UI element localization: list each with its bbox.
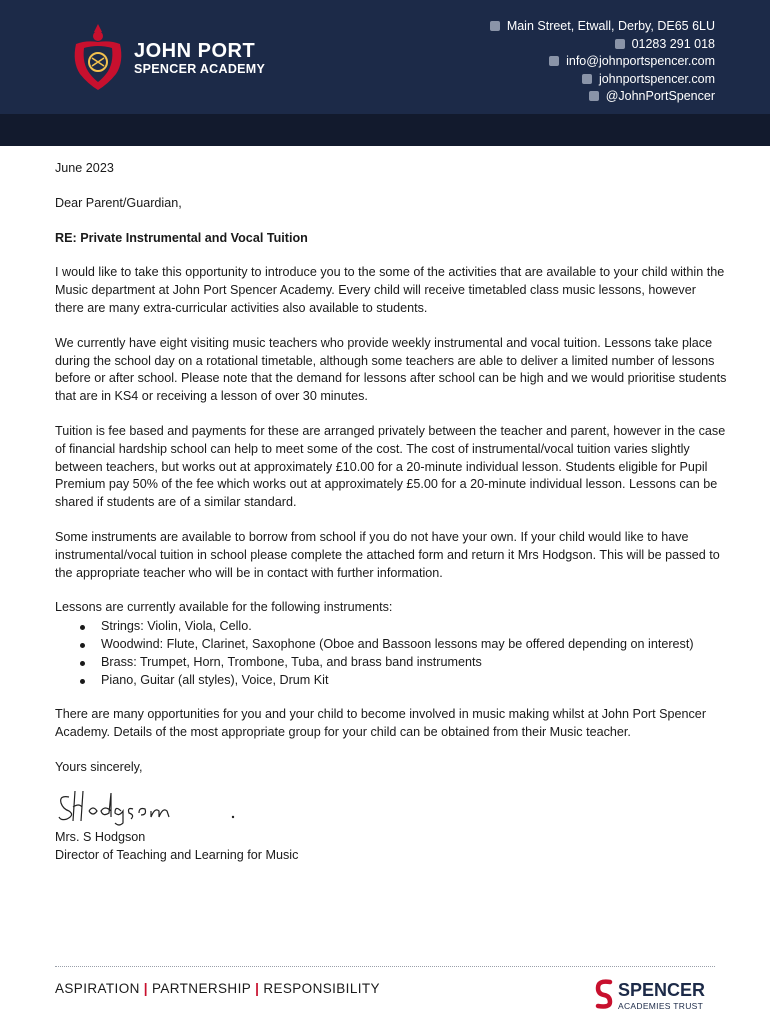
location-icon xyxy=(490,21,500,31)
paragraph-fees: Tuition is fee based and payments for these are arranged privately between the teacher and parent, however in the case of financial hardship school can help to meet some of the cost. The cost of instrumental/vocal tuition varies slightly between teachers, but works out at approximately £10.00 for a 20-minute individual lesson. Students eligible for Pupil Premium pay 50% of the fee which works out at approximately £5.00 for a 20-minute individual lesson. Lessons can be shared if students are of a similar standard. xyxy=(55,423,726,510)
contact-twitter xyxy=(490,88,715,106)
signatory-title: Director of Teaching and Learning for Music xyxy=(55,847,299,862)
letter-body xyxy=(55,160,727,864)
letterhead-header xyxy=(0,0,770,114)
phone-text[interactable]: 01283 291 018 xyxy=(631,36,715,51)
email-icon xyxy=(549,56,559,66)
address-text: Main Street, Etwall, Derby, DE65 6LU xyxy=(506,19,715,33)
list-item: Piano, Guitar (all styles), Voice, Drum Kit xyxy=(101,672,727,690)
contact-email xyxy=(490,53,715,71)
contact-website xyxy=(490,71,715,89)
instrument-list xyxy=(55,618,727,689)
motto-word: PARTNERSHIP xyxy=(151,981,252,996)
contact-address xyxy=(490,18,715,36)
motto-word: ASPIRATION xyxy=(55,981,140,996)
website-link[interactable]: johnportspencer.com xyxy=(598,71,715,86)
school-name-line2: SPENCER ACADEMY xyxy=(134,62,266,76)
motto-word: RESPONSIBILITY xyxy=(263,981,380,996)
signatory-name: Mrs. S Hodgson xyxy=(55,829,146,844)
letter-date: June 2023 xyxy=(55,161,114,175)
contact-phone xyxy=(490,36,715,54)
paragraph-teachers: We currently have eight visiting music teachers who provide weekly instrumental and vocal tuition. Lessons take place during the school day on a rotational timetable, although some teachers are able to deliver a limited number of lessons before or after school. Please note that the demand for lessons after school can be high and we would prioritise students that are in KS4 or receiving a lesson of over 30 minutes. xyxy=(55,335,727,404)
school-wordmark xyxy=(134,40,265,76)
footer-motto xyxy=(55,981,380,996)
school-name-line1: JOHN PORT xyxy=(134,40,256,62)
email-link[interactable]: info@johnportspencer.com xyxy=(566,54,715,69)
list-item: Woodwind: Flute, Clarinet, Saxophone (Oboe and Bassoon lessons may be offered depending on interest) xyxy=(101,636,727,654)
spencer-s-logo-icon xyxy=(594,978,614,1010)
twitter-link[interactable]: @JohnPortSpencer xyxy=(605,89,715,104)
paragraph-borrowing: Some instruments are available to borrow from school if you do not have your own. If your child would like to have instrumental/vocal tuition in school please complete the attached form and return it Mrs Hodgson. This will be passed to the appropriate teacher who will be in contact with further information. xyxy=(55,529,720,580)
contact-block xyxy=(490,18,715,106)
list-item: Strings: Violin, Viola, Cello. xyxy=(101,618,727,636)
signature xyxy=(55,783,727,827)
list-intro: Lessons are currently available for the following instruments: xyxy=(55,600,393,615)
list-item: Brass: Trumpet, Horn, Trombone, Tuba, and brass band instruments xyxy=(101,654,727,672)
motto-separator: | xyxy=(255,981,260,996)
valediction: Yours sincerely, xyxy=(55,759,143,774)
signoff-block xyxy=(55,759,727,864)
header-band xyxy=(0,114,770,146)
motto-separator: | xyxy=(143,981,148,996)
paragraph-intro: I would like to take this opportunity to introduce you to the some of the activities that are available to your child within the Music department at John Port Spencer Academy. Every child will receive timetabled class music lessons, however there are many extra-curricular activities also available to students. xyxy=(55,265,725,315)
trust-name: SPENCER xyxy=(618,980,706,1000)
school-crest-icon xyxy=(70,22,126,92)
trust-subtitle: ACADEMIES TRUST xyxy=(618,1001,704,1011)
web-icon xyxy=(582,74,592,84)
footer-divider xyxy=(55,966,715,967)
phone-icon xyxy=(615,39,625,49)
handwritten-signature-icon xyxy=(55,783,255,827)
subject-line: RE: Private Instrumental and Vocal Tuition xyxy=(55,230,308,245)
closing-paragraph: There are many opportunities for you and your child to become involved in music making whilst at John Port Spencer Academy. Details of the most appropriate group for your child can be obtained from their Music teacher. xyxy=(55,707,707,740)
twitter-icon xyxy=(589,91,599,101)
salutation: Dear Parent/Guardian, xyxy=(55,195,182,210)
